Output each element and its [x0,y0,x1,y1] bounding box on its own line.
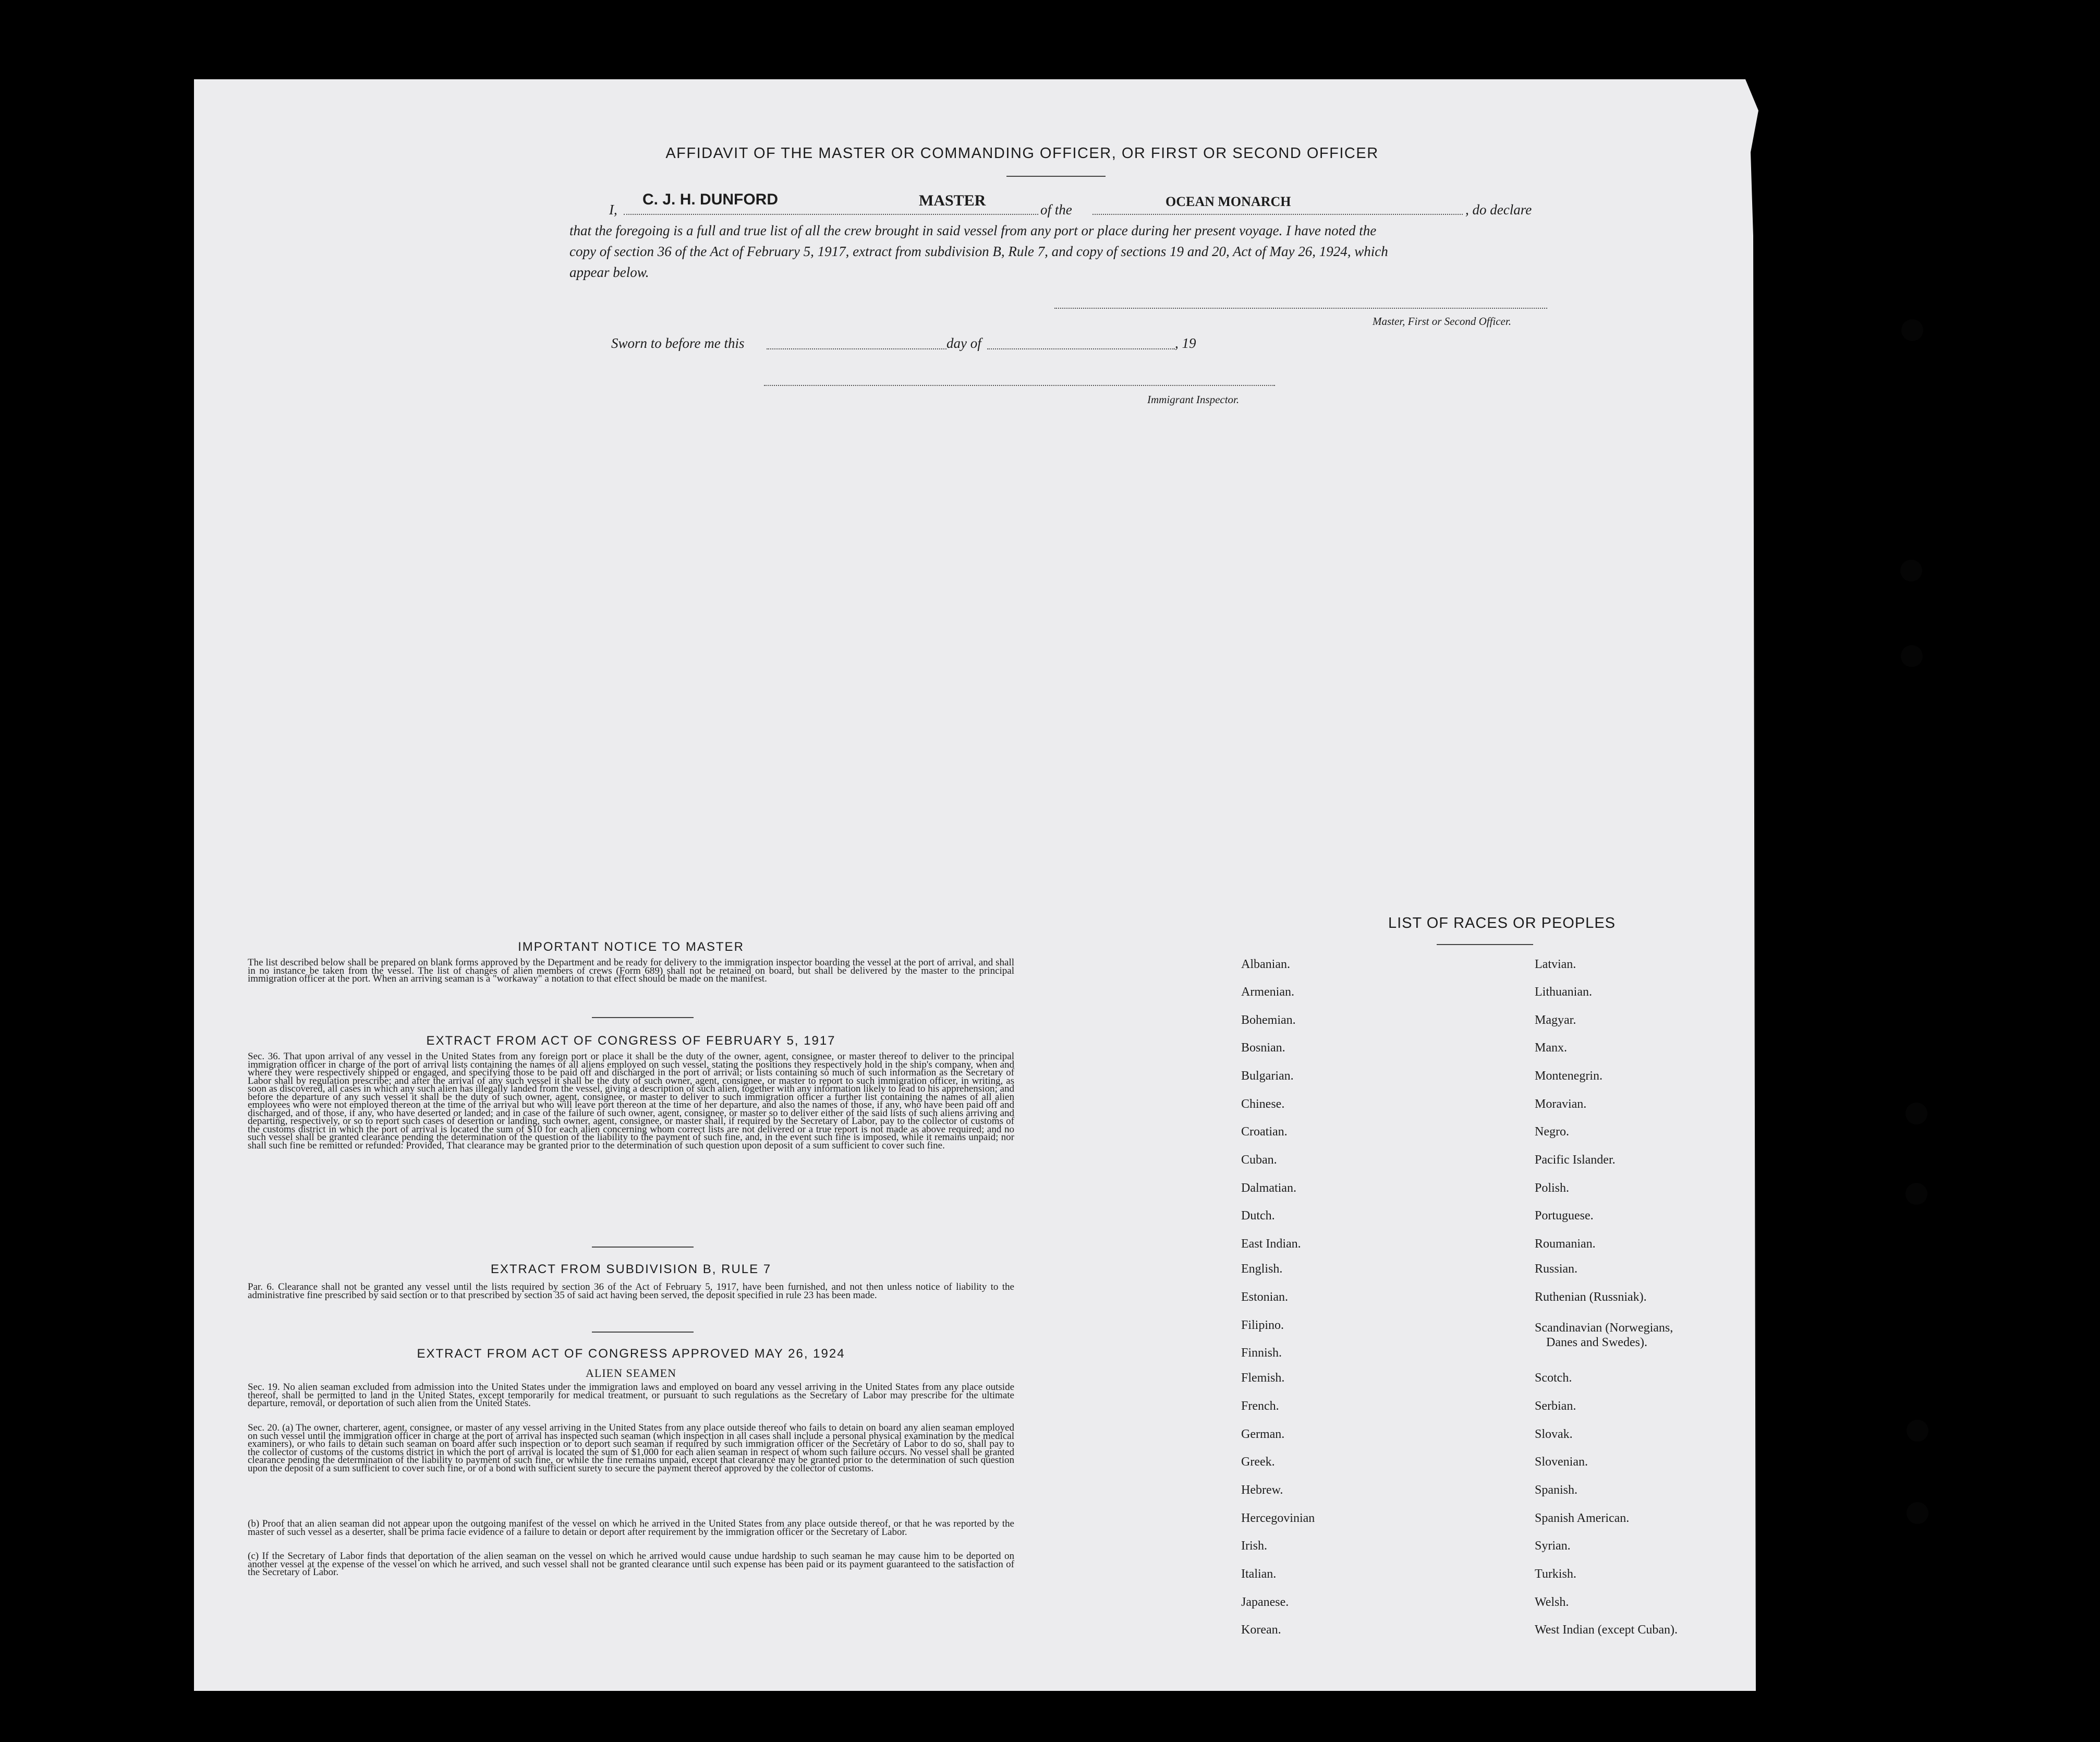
race-right-item: Slovenian. [1535,1455,1588,1469]
race-left-item: Korean. [1241,1623,1281,1637]
sworn-day-of: day of [946,335,981,351]
extract-rule7-heading: EXTRACT FROM SUBDIVISION B, RULE 7 [490,1262,772,1276]
declaration-line-2: that the foregoing is a full and true list of all the crew brought in said vessel from any port or place during her present voyage. I have noted the [569,223,1377,238]
notice-divider [592,1017,694,1018]
title-divider [1006,176,1106,177]
declaration-prefix: I, [609,202,617,217]
binder-hole [1905,1183,1927,1205]
vessel-name: OCEAN MONARCH [1166,194,1291,209]
name-line [624,214,1038,215]
race-left-item: Greek. [1241,1455,1275,1469]
extract-1924-heading: EXTRACT FROM ACT OF CONGRESS APPROVED MAY 26, 1924 [417,1347,845,1361]
race-left-item: Japanese. [1241,1595,1289,1609]
race-right-item: Latvian. [1535,958,1576,971]
race-left-item: German. [1241,1428,1285,1441]
of-the-label: of the [1040,202,1072,217]
race-right-item: Roumanian. [1535,1237,1596,1251]
race-right-item: Spanish. [1535,1483,1578,1497]
race-left-item: Filipino. [1241,1318,1284,1332]
signature-line [1054,308,1547,309]
race-right-item: Pacific Islander. [1535,1153,1616,1167]
extract-1924-sec20a: Sec. 20. (a) The owner, charterer, agent, consignee, or master of any vessel arriving in the United States from any place outside thereof who fails to detain on board any alien seaman employed on such vessel until the immigration officer in charge at the port of arrival has inspected such seaman (which inspection in all cases shall include a personal physical examination by the medical examiners), or who fails to detain such seaman on board after such inspection or to deport such seaman if required by such immigration officer or the Secretary of Labor to do so, shall pay to the collector of customs of the customs district in which the port of arrival is located the sum of $1,000 for each alien seaman in respect of whom such failure occurs. No vessel shall be granted clearance pending the determination of the liability to payment of such fine, or while the fine remains unpaid, except that clearance may be granted prior to the determination of such question upon the deposit of a sum sufficient to cover such fine, or of a bond with sufficient surety to secure the payment thereof approved by the collector of customs. [248,1422,1014,1474]
binder-hole [1901,319,1923,341]
race-right-item: Montenegrin. [1535,1069,1603,1083]
race-left-item: Dalmatian. [1241,1181,1296,1195]
extract-1924-sec20c: (c) If the Secretary of Labor finds that deportation of the alien seaman on the vessel on which he arrived would cause undue hardship to such seaman he may cause him to be deported on another vessel at the expense of the vessel on which he arrived, and such vessel shall not be granted clearance until such expense has been paid or its payment guaranteed to the satisfaction of the Secretary of Labor. [248,1551,1014,1578]
declaration-line-3: copy of section 36 of the Act of February 5, 1917, extract from subdivision B, Rule 7, and copy of sections 19 and 20, Act of May 26, 1924, which [569,244,1388,259]
race-right-item: Syrian. [1535,1539,1571,1553]
race-right-item: Turkish. [1535,1567,1576,1581]
race-left-item: Hebrew. [1241,1483,1283,1497]
races-heading: LIST OF RACES OR PEOPLES [1388,915,1616,932]
race-right-item: Manx. [1535,1041,1567,1055]
race-right-item: Spanish American. [1535,1511,1630,1525]
race-left-item: English. [1241,1262,1283,1276]
race-left-item: Flemish. [1241,1371,1285,1385]
inspector-label: Immigrant Inspector. [1147,393,1240,406]
race-left-item: Finnish. [1241,1346,1282,1360]
notice-heading: IMPORTANT NOTICE TO MASTER [518,940,744,954]
race-left-item: Bohemian. [1241,1013,1296,1027]
race-right-item: Magyar. [1535,1013,1576,1027]
race-left-item: East Indian. [1241,1237,1301,1251]
inspector-line [764,385,1275,386]
race-left-item: Armenian. [1241,985,1294,999]
binder-hole [1901,645,1923,667]
race-left-item: Irish. [1241,1539,1267,1553]
race-left-item: Croatian. [1241,1125,1288,1139]
race-right-item: Russian. [1535,1262,1578,1276]
extract-1917-heading: EXTRACT FROM ACT OF CONGRESS OF FEBRUARY 5, 1917 [426,1034,836,1048]
sworn-year: , 19 [1175,335,1196,351]
race-left-item: Bulgarian. [1241,1069,1294,1083]
extract-1924-sec19: Sec. 19. No alien seaman excluded from admission into the United States under the immigration laws and employed on board any vessel arriving in the United States from any place outside thereof, shall be permitted to land in the United States, except temporarily for medical treatment, or pursuant to such regulations as the Secretary of Labor may prescribe for the ultimate departure, removal, or deportation of such alien from the United States. [248,1382,1014,1409]
race-right-item: Portuguese. [1535,1209,1594,1223]
race-left-item: Albanian. [1241,958,1290,971]
race-left-item: French. [1241,1399,1279,1413]
race-left-item: Bosnian. [1241,1041,1285,1055]
signature-label: Master, First or Second Officer. [1373,315,1511,328]
declaration-line-4: appear below. [569,264,649,280]
race-right-item: West Indian (except Cuban). [1535,1623,1678,1637]
binder-hole [1907,1502,1928,1524]
race-right-item: Scotch. [1535,1371,1572,1385]
race-left-item: Chinese. [1241,1097,1285,1111]
extract-1924-sec20b: (b) Proof that an alien seaman did not appear upon the outgoing manifest of the vessel on which he arrived in the United States from any place outside thereof, or that he was reported by the master of such vessel as a deserter, shall be prima facie evidence of a failure to detain or deport after requirement by the immigration officer or the Secretary of Labor. [248,1518,1014,1538]
race-left-item: Cuban. [1241,1153,1277,1167]
sworn-day-line [767,348,946,349]
races-divider [1437,944,1533,945]
race-right-item: Ruthenian (Russniak). [1535,1290,1647,1304]
race-left-item: Dutch. [1241,1209,1275,1223]
extract-rule7-divider [592,1332,694,1333]
binder-hole [1900,560,1922,582]
race-right-item: Scandinavian (Norwegians, [1535,1321,1673,1335]
rank-value: MASTER [919,192,986,209]
race-left-item: Italian. [1241,1567,1277,1581]
race-right-item: Slovak. [1535,1428,1573,1441]
do-declare-label: , do declare [1465,202,1532,217]
race-right-item: Moravian. [1535,1097,1587,1111]
sworn-prefix: Sworn to before me this [611,335,745,351]
race-right-item: Welsh. [1535,1595,1569,1609]
extract-1924-subheading: ALIEN SEAMEN [586,1366,676,1380]
binder-hole [1907,1420,1928,1442]
sworn-month-line [987,348,1175,349]
extract-1917-divider [592,1247,694,1248]
master-name: C. J. H. DUNFORD [642,191,779,208]
race-right-continuation: Danes and Swedes). [1546,1336,1647,1349]
extract-1917-text: Sec. 36. That upon arrival of any vessel in the United States from any foreign port or place it shall be the duty of the owner, agent, consignee, or master thereof to deliver to the principal immigration officer in charge of the port of arrival lists containing the names of all aliens employed on such vessel, stating the positions they respectively hold in the ship's company, when and where they were respectively shipped or engaged, and specifying those to be paid off and discharged in the port of arrival; or lists containing so much of such information as the Secretary of Labor shall by regulation prescribe; and after the arrival of any such vessel it shall be the duty of such owner, agent, consignee, or master to report to such immigration officer, in writing, as soon as discovered, all cases in which any such alien has illegally landed from the vessel, giving a description of such alien, together with any information likely to lead to his apprehension; and before the departure of any such vessel it shall be the duty of such owner, agent, consignee, or master to deliver to such immigration officer a further list containing the names of all alien employees who were not employed thereon at the time of the arrival but who will leave port thereon at the time of her departure, and also the names of those, if any, who have been paid off and discharged, and of those, if any, who have deserted or landed; and in case of the failure of such owner, agent, consignee, or master so to deliver either of the said lists of such aliens arriving and departing, respectively, or so to report such cases of desertion or landing, such owner, agent, consignee, or master shall, if required by the Secretary of Labor, pay to the collector of customs of the customs district in which the port of arrival is located the sum of $10 for each alien concerning whom correct lists are not delivered or a true report is not made as above required; and no such vessel shall be granted clearance pending the determination of the question of the liability to the payment of such fine, and, in the event such fine is imposed, while it remains unpaid; nor shall such fine be remitted or refunded: Provided, That clearance may be granted prior to the determination of such question upon deposit of a sum sufficient to cover such fine. [248,1051,1014,1151]
vessel-line [1093,214,1463,215]
race-right-item: Negro. [1535,1125,1569,1139]
race-left-item: Hercegovinian [1241,1511,1315,1525]
race-right-item: Polish. [1535,1181,1570,1195]
notice-text: The list described below shall be prepared on blank forms approved by the Department and be ready for delivery to the immigration inspector boarding the vessel at the port of arrival, and shall in no instance be taken from the vessel. The list of changes of alien members of crews (Form 689) shall not be retained on board, but shall be delivered by the master to the principal immigration officer at the port. When an arriving seaman is a "workaway" a notation to that effect should be made on the manifest. [248,957,1014,984]
race-right-item: Serbian. [1535,1399,1576,1413]
binder-hole [1905,1103,1927,1124]
affidavit-title: AFFIDAVIT OF THE MASTER OR COMMANDING OFFICER, OR FIRST OR SECOND OFFICER [665,145,1379,162]
race-right-item: Lithuanian. [1535,985,1592,999]
extract-rule7-text: Par. 6. Clearance shall not be granted any vessel until the lists required by section 36 of the Act of February 5, 1917, have been furnished, and not then unless notice of liability to the administrative fine prescribed by said section or to that prescribed by section 35 of said act having been served, the deposit specified in rule 23 has been made. [248,1281,1014,1301]
race-left-item: Estonian. [1241,1290,1288,1304]
